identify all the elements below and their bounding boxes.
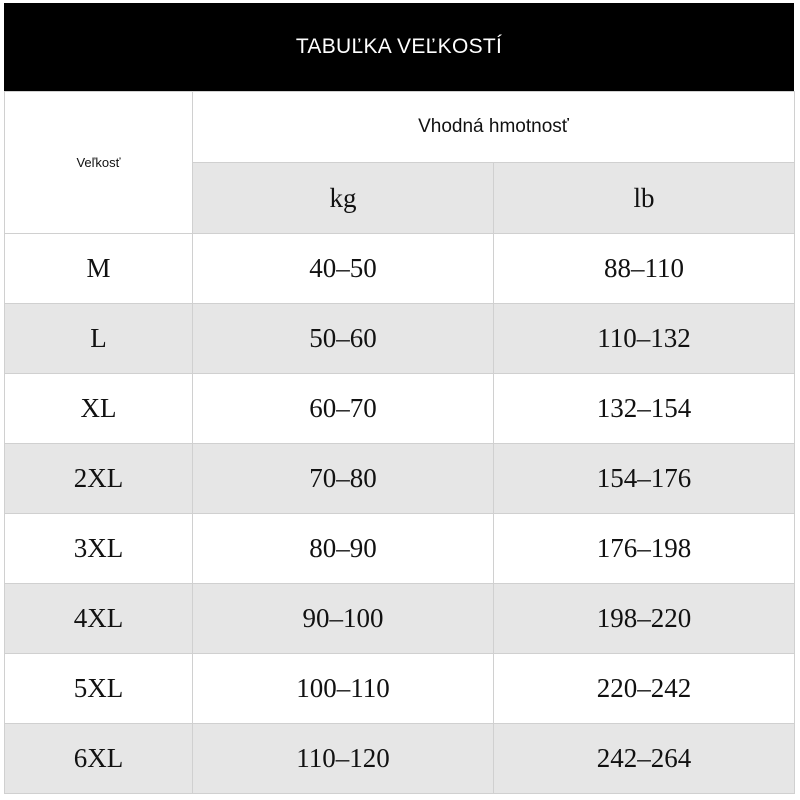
- chart-title: TABUĽKA VEĽKOSTÍ: [4, 3, 794, 91]
- table-row: [5, 304, 795, 374]
- table-row: [5, 724, 795, 794]
- size-cell: M: [5, 234, 193, 304]
- size-chart: [4, 3, 794, 797]
- table-row: [5, 234, 795, 304]
- lb-cell: 220–242: [494, 654, 795, 724]
- kg-cell: 100–110: [193, 654, 494, 724]
- size-cell: 3XL: [5, 514, 193, 584]
- size-cell: 4XL: [5, 584, 193, 654]
- table-row: [5, 514, 795, 584]
- lb-cell: 176–198: [494, 514, 795, 584]
- table-row: [5, 374, 795, 444]
- kg-cell: 40–50: [193, 234, 494, 304]
- kg-cell: 70–80: [193, 444, 494, 514]
- table-row: [5, 444, 795, 514]
- size-cell: XL: [5, 374, 193, 444]
- size-cell: 6XL: [5, 724, 193, 794]
- header-row-top: [5, 92, 795, 163]
- weight-column-header: Vhodná hmotnosť: [193, 92, 795, 163]
- size-column-header: Veľkosť: [5, 92, 193, 234]
- lb-cell: 242–264: [494, 724, 795, 794]
- size-table: [4, 91, 795, 794]
- kg-cell: 90–100: [193, 584, 494, 654]
- table-row: [5, 654, 795, 724]
- size-cell: 2XL: [5, 444, 193, 514]
- kg-cell: 50–60: [193, 304, 494, 374]
- size-cell: 5XL: [5, 654, 193, 724]
- kg-unit-header: kg: [193, 163, 494, 234]
- lb-cell: 88–110: [494, 234, 795, 304]
- lb-cell: 198–220: [494, 584, 795, 654]
- table-row: [5, 584, 795, 654]
- kg-cell: 110–120: [193, 724, 494, 794]
- kg-cell: 60–70: [193, 374, 494, 444]
- lb-cell: 132–154: [494, 374, 795, 444]
- kg-cell: 80–90: [193, 514, 494, 584]
- lb-cell: 154–176: [494, 444, 795, 514]
- lb-unit-header: lb: [494, 163, 795, 234]
- size-cell: L: [5, 304, 193, 374]
- lb-cell: 110–132: [494, 304, 795, 374]
